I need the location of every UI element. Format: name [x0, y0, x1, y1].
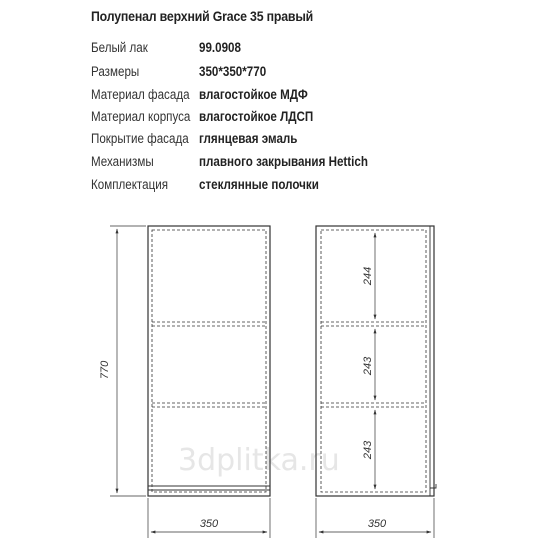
front-height-dimension [110, 226, 146, 496]
spec-value: 99.0908 [199, 40, 241, 55]
product-title: Полупенал верхний Grace 35 правый [91, 8, 314, 24]
spec-label: Покрытие фасада [91, 131, 189, 146]
spec-label: Материал корпуса [91, 109, 191, 124]
front-width-label: 350 [199, 518, 219, 530]
spec-value: глянцевая эмаль [199, 131, 298, 146]
spec-label: Размеры [91, 64, 140, 79]
spec-value: влагостойкое МДФ [199, 87, 308, 102]
shelf-height-top: 244 [362, 266, 374, 286]
spec-label: Белый лак [91, 40, 148, 55]
watermark: 3dplitka.ru [178, 443, 340, 478]
spec-label: Материал фасада [91, 87, 190, 102]
spec-label: Механизмы [91, 154, 154, 169]
shelf-height-middle: 243 [362, 356, 374, 376]
spec-value: стеклянные полочки [199, 177, 319, 192]
spec-value: 350*350*770 [199, 64, 267, 79]
spec-value: влагостойкое ЛДСП [199, 109, 314, 124]
spec-label: Комплектация [91, 177, 168, 192]
side-width-label: 350 [367, 518, 387, 530]
spec-value: плавного закрывания Hettich [199, 154, 368, 169]
shelf-height-bottom: 243 [362, 440, 374, 460]
front-height-label: 770 [99, 360, 111, 380]
